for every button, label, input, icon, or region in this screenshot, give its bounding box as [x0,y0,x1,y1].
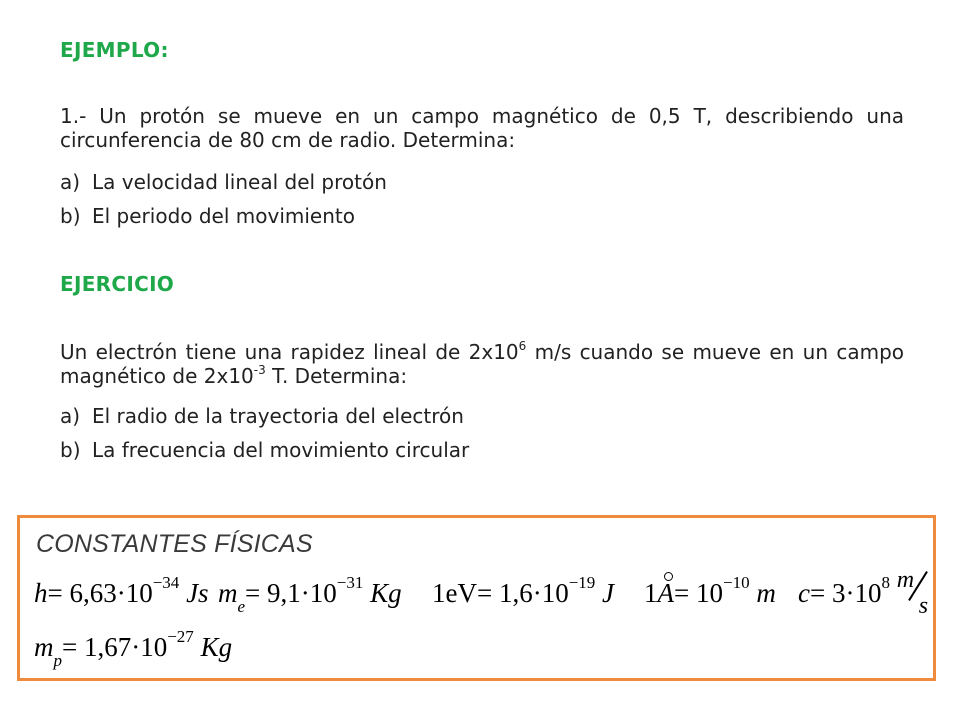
exercise-text-part: Un electrón tiene una rapidez lineal de 2x10 [60,340,519,364]
item-text: La velocidad lineal del protón [92,170,387,194]
unit: Js [186,578,209,608]
example-item-b [60,204,355,228]
example-heading: EJEMPLO: [60,38,169,62]
exponent: −34 [152,573,180,592]
constants-title: CONSTANTES FÍSICAS [36,530,313,558]
exponent: −31 [336,573,364,592]
exercise-item-a [60,404,464,428]
proton-mass [34,627,233,671]
speed-of-light [798,566,933,619]
item-text: El periodo del movimiento [92,204,355,228]
exercise-item-b [60,438,469,462]
unit: Kg [200,632,233,662]
unit-numerator: m [896,566,915,593]
value: = 6,63·10 [47,578,153,608]
unit-fraction [896,566,933,619]
unit-denominator: s [918,592,929,619]
angstrom-symbol [658,578,675,609]
item-marker: a) [60,170,81,194]
exercise-problem [60,340,904,388]
item-marker: b) [60,438,81,462]
item-text: El radio de la trayectoria del electrón [92,404,464,428]
exercise-text-part: m/s cuando se mueve en un campo magnético de 2x10 [60,340,904,388]
example-item-a [60,170,387,194]
unit: Kg [370,578,402,608]
symbol: m [34,632,54,662]
ring-icon [664,572,673,581]
unit: J [602,578,615,608]
item-marker: a) [60,404,81,428]
angstrom [644,573,776,609]
value: = 1,6·10 [476,578,569,608]
value: = 1,67·10 [62,632,168,662]
exponent: 8 [881,573,890,592]
symbol: c [798,578,810,608]
exercise-heading: EJERCICIO [60,272,175,296]
unit: m [756,578,776,608]
exponent: −19 [568,573,596,592]
planck-constant [34,573,209,609]
exponent: 6 [518,339,527,354]
exponent: −10 [722,573,750,592]
value: = 9,1·10 [245,578,337,608]
symbol: h [34,578,48,608]
symbol: A [657,578,674,608]
symbol: m [218,578,238,608]
value: = 3·10 [809,578,882,608]
example-problem: 1.- Un protón se mueve en un campo magnético de 0,5 T, describiendo una circunferencia de 80 cm de radio. Determina: [60,104,904,152]
exercise-text-part: T. Determina: [265,364,408,388]
lhs: 1 [644,578,658,608]
item-text: La frecuencia del movimiento circular [92,438,470,462]
subscript: p [53,651,62,671]
exponent: -3 [253,363,266,378]
subscript: e [237,597,246,617]
electronvolt [432,573,615,609]
exponent: −27 [167,627,194,646]
item-marker: b) [60,204,81,228]
constants-box [17,515,936,681]
electron-mass [218,573,402,617]
lhs: 1eV [432,578,477,608]
value: = 10 [674,578,723,608]
